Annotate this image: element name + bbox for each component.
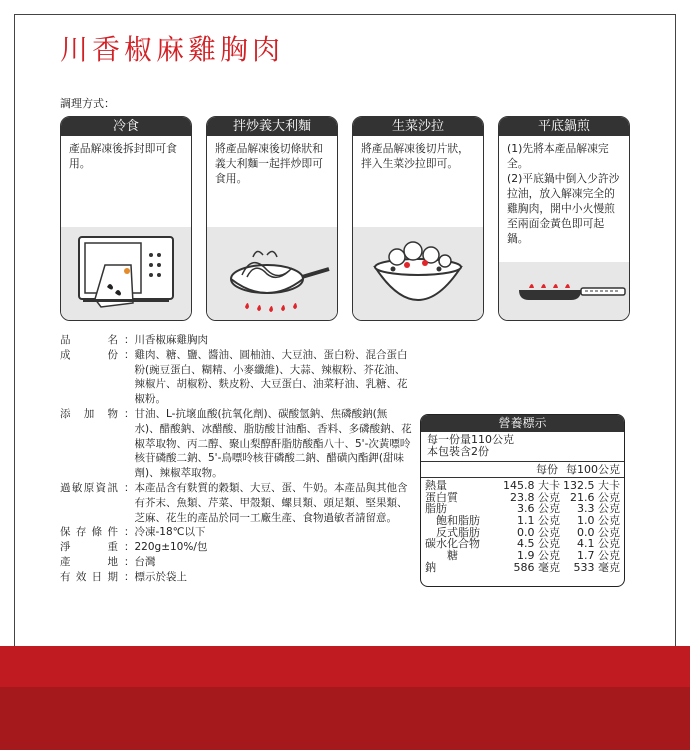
method-card-text: 將產品解凍後切條狀和義大利麵一起拌炒即可食用。 — [215, 142, 323, 185]
per-100g-value: 21.6 公克 — [570, 490, 620, 504]
per-100g-value: 1.0 公克 — [577, 514, 620, 528]
nutrition-table — [420, 414, 625, 587]
nutrient-name: 熱量 — [425, 479, 447, 492]
info-label: 產地 — [60, 555, 118, 568]
info-value: 本產品含有麩質的穀類、大豆、蛋、牛奶。本產品與其他含有芥末、魚類、芹菜、甲殼類、螺貝類、頭足類、堅果類、芝麻、花生的產品於同一工廠生產、食物過敏者請留意。 — [134, 481, 408, 524]
per-serving-value: 3.6 公克 — [517, 502, 560, 516]
method-card-cold — [60, 116, 192, 321]
per-serving-value: 1.1 公克 — [517, 514, 560, 528]
info-row-additives: 添加物 ： 甘油、L-抗壞血酸(抗氧化劑)、碳酸氫鈉、焦磷酸鈉(無水)、醋酸鈉、冰醋酸、脂肪酸甘油酯、香料、多磷酸鈉、花椒萃取物、丙二醇、聚山梨醇酐脂肪酸酯八十、5'-次黃嘌呤核苷磷酸二鈉、5'-鳥嘌呤核苷磷酸二鈉、醋磺內酯鉀(甜味劑)、辣椒萃取物。 — [60, 407, 412, 480]
per-serving-value: 586 毫克 — [513, 560, 560, 574]
nutrient-name: 糖 — [425, 549, 458, 563]
per-serving-value: 23.8 公克 — [510, 490, 560, 504]
per-100g-value: 1.7 公克 — [577, 549, 620, 563]
nutrient-name: 飽和脂肪 — [425, 514, 480, 528]
info-row-origin: 產地 ： 台灣 — [60, 555, 412, 570]
per-100g-value: 4.1 公克 — [577, 537, 620, 551]
wok-pasta-icon — [207, 227, 337, 320]
info-value: 雞肉、糖、鹽、醬油、圓柚油、大豆油、蛋白粉、混合蛋白粉(豌豆蛋白、糊精、小麥纖維)、大蒜、辣椒粉、芥花油、辣椒片、胡椒粉、麩皮粉、大豆蛋白、油菜籽油、乳糖、花椒粉。 — [134, 348, 408, 406]
column-per-100g: 每100公克 — [566, 463, 620, 476]
cooking-method-label: 調理方式： — [60, 97, 115, 110]
info-label: 淨重 — [60, 541, 118, 554]
product-title: 川香椒麻雞胸肉 — [60, 33, 285, 66]
method-card-salad — [352, 116, 484, 321]
info-value: 台灣 — [134, 555, 156, 568]
method-card-title: 拌炒義大利麵 — [207, 117, 337, 136]
nutrition-row — [425, 562, 620, 574]
info-row-name: 品名 ： 川香椒麻雞胸肉 — [60, 333, 412, 348]
per-serving-value: 0.0 公克 — [517, 525, 560, 539]
info-label: 保存條件 — [60, 526, 118, 539]
info-value: 冷凍-18℃以下 — [134, 526, 206, 539]
method-card-pan-fry — [498, 116, 630, 321]
per-serving-value: 145.8 大卡 — [503, 479, 560, 492]
product-info — [60, 333, 412, 585]
method-card-pasta — [206, 116, 338, 321]
nutrient-name: 脂肪 — [425, 502, 447, 516]
per-serving-value: 1.9 公克 — [517, 549, 560, 563]
footer-dark-band — [0, 687, 690, 750]
info-label: 有效日期 — [60, 570, 118, 583]
per-100g-value: 3.3 公克 — [577, 502, 620, 516]
per-100g-value: 533 毫克 — [573, 560, 620, 574]
footer-red-band — [0, 646, 690, 687]
per-100g-value: 132.5 大卡 — [563, 479, 620, 492]
salad-bowl-icon — [353, 227, 483, 320]
method-card-title: 冷食 — [61, 117, 191, 136]
nutrient-name: 反式脂肪 — [425, 525, 480, 539]
info-value: 川香椒麻雞胸肉 — [134, 334, 208, 346]
info-value: 甘油、L-抗壞血酸(抗氧化劑)、碳酸氫鈉、焦磷酸鈉(無水)、醋酸鈉、冰醋酸、脂肪酸甘油酯、香料、多磷酸鈉、花椒萃取物、丙二醇、聚山梨醇酐脂肪酸酯八十、5'-次黃嘌呤核苷磷酸二鈉、5'-鳥嘌呤核苷磷酸二鈉、醋磺內酯鉀(甜味劑)、辣椒萃取物。 — [134, 407, 412, 480]
method-card-text: 產品解凍後拆封即可食用。 — [69, 142, 177, 170]
nutrient-name: 碳水化合物 — [425, 537, 480, 551]
method-card-title: 生菜沙拉 — [353, 117, 483, 136]
servings-per-pack: 本包裝含2份 — [427, 445, 489, 458]
method-card-text: 將產品解凍後切片狀，拌入生菜沙拉即可。 — [361, 142, 469, 170]
method-card-title: 平底鍋煎 — [499, 117, 629, 136]
serving-size: 每一份量110公克 — [427, 433, 514, 446]
info-row-expiry: 有效日期 ： 標示於袋上 — [60, 570, 412, 585]
nutrition-title: 營養標示 — [421, 415, 624, 432]
info-row-storage: 保存條件 ： 冷凍-18℃以下 — [60, 525, 412, 540]
per-100g-value: 0.0 公克 — [577, 525, 620, 539]
nutrition-row — [425, 480, 620, 492]
info-label: 添加物 — [60, 407, 118, 420]
info-value: 220g±10%/包 — [134, 541, 208, 554]
microwave-icon — [61, 227, 191, 320]
info-value: 標示於袋上 — [134, 570, 187, 583]
info-label: 品名 — [60, 334, 118, 346]
nutrient-name: 鈉 — [425, 560, 436, 574]
per-serving-value: 4.5 公克 — [517, 537, 560, 551]
info-label: 過敏原資訊 — [60, 481, 118, 494]
info-row-net-weight: 淨重 ： 220g±10%/包 — [60, 540, 412, 555]
nutrient-name: 蛋白質 — [425, 490, 458, 504]
method-card-text: (1)先將本產品解凍完全。 (2)平底鍋中倒入少許沙拉油，放入解凍完全的雞胸肉，開中小火慢煎至兩面金黃色即可起鍋。 — [507, 142, 620, 245]
column-per-serving: 每份 — [536, 463, 558, 476]
info-row-allergens: 過敏原資訊 ： 本產品含有麩質的穀類、大豆、蛋、牛奶。本產品與其他含有芥末、魚類、芹菜、甲殼類、螺貝類、頭足類、堅果類、芝麻、花生的產品於同一工廠生產、食物過敏者請留意。 — [60, 481, 412, 525]
info-label: 成份 — [60, 348, 118, 361]
nutrition-row — [425, 515, 620, 527]
frying-pan-icon — [499, 262, 629, 320]
info-row-ingredients: 成份 ： 雞肉、糖、鹽、醬油、圓柚油、大豆油、蛋白粉、混合蛋白粉(豌豆蛋白、糊精、小麥纖維)、大蒜、辣椒粉、芥花油、辣椒片、胡椒粉、麩皮粉、大豆蛋白、油菜籽油、乳糖、花椒粉。 — [60, 348, 412, 407]
